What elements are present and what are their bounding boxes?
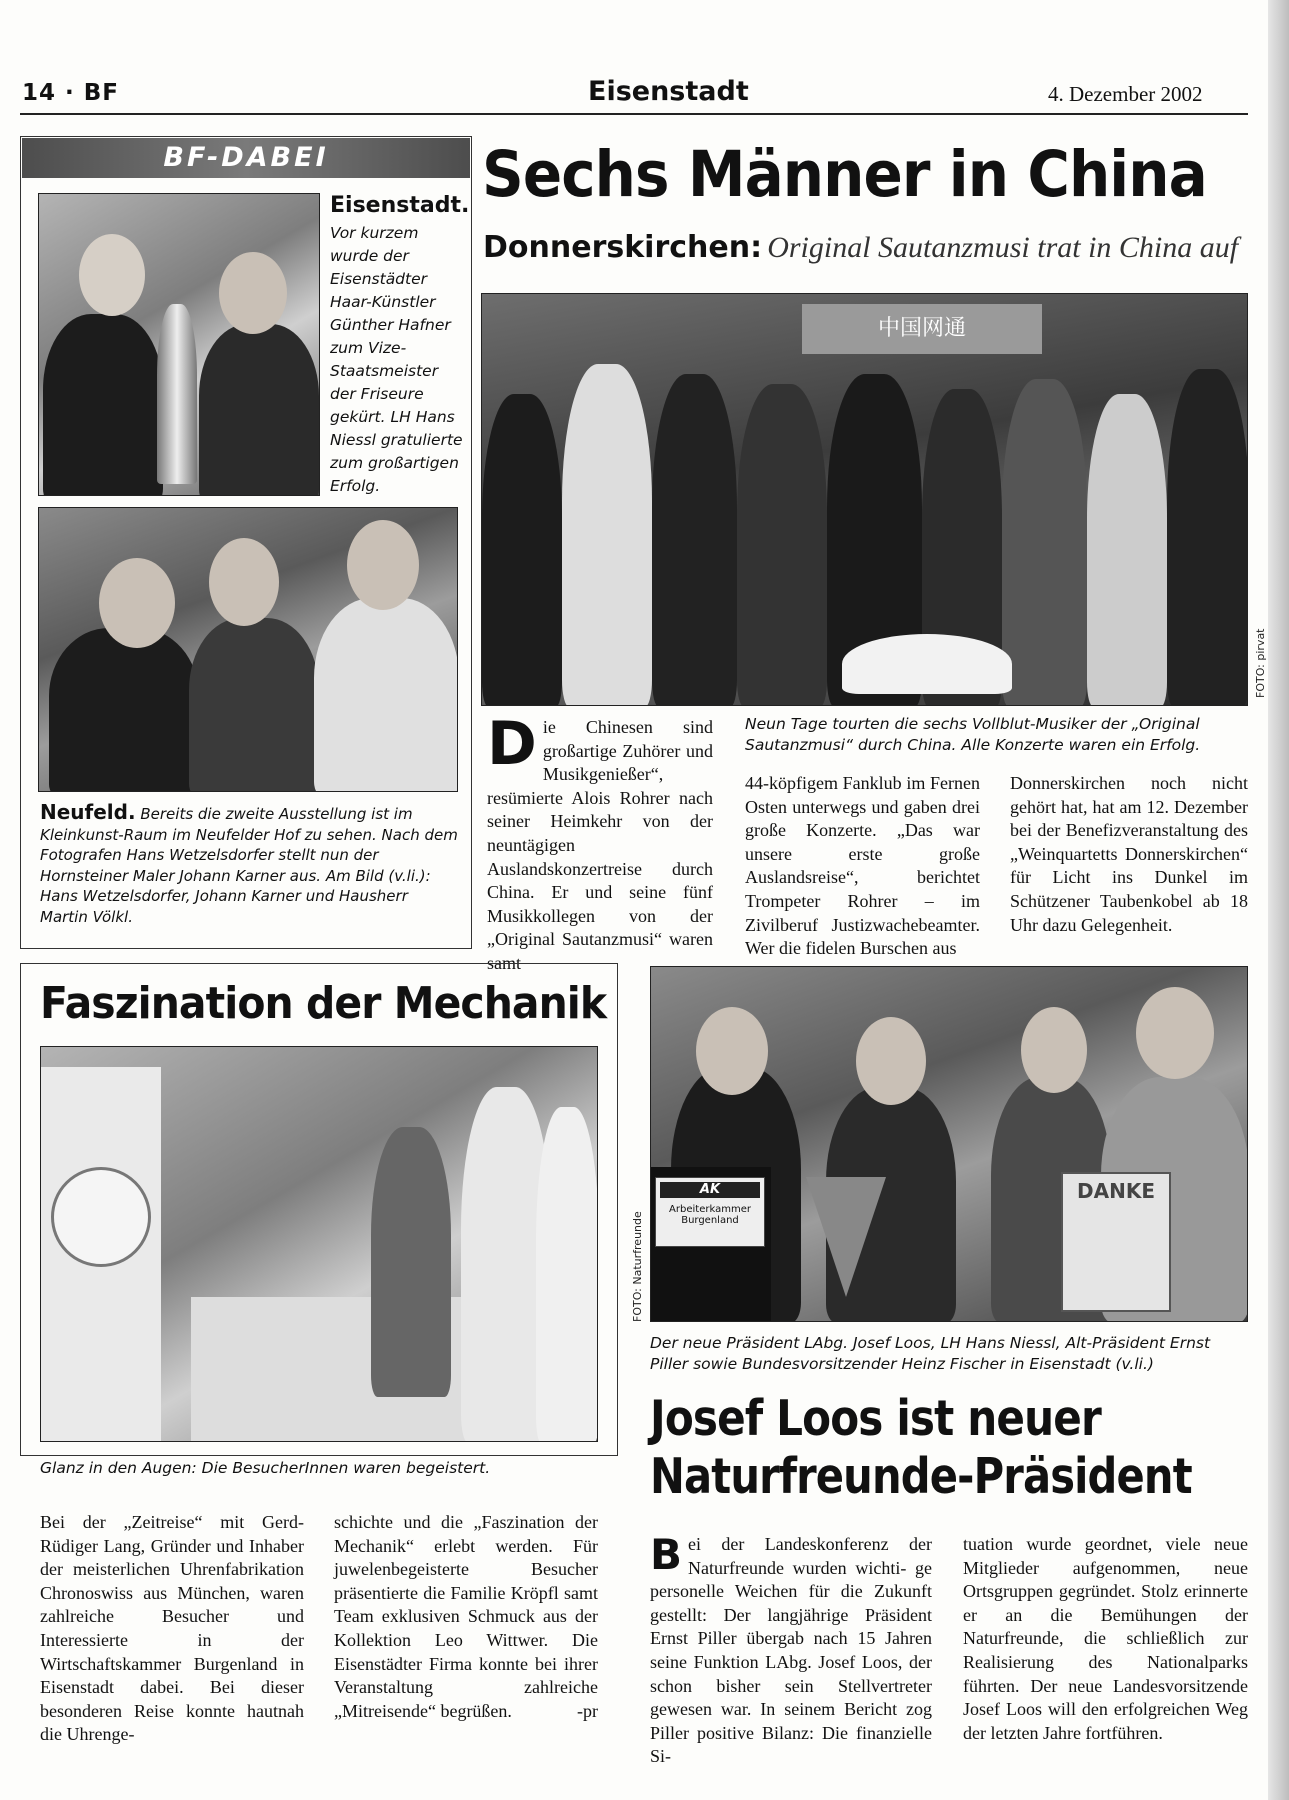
china-caption: Neun Tage tourten die sechs Vollblut-Musiker der „Original Sautanzmusi“ durch China. Alle Konzerte waren ein Erfolg.: [745, 715, 1201, 754]
naturfreunde-col1: [650, 1530, 932, 1769]
person-right: [199, 324, 319, 496]
neufeld-dateline: Neufeld.: [40, 800, 136, 824]
section-title: Eisenstadt: [588, 76, 749, 107]
person-niessl-head: [856, 1017, 926, 1105]
trophy: [157, 304, 197, 484]
china-col3: Donnerskirchen noch nicht gehört hat, hat am 12. Dezember bei der Benefizveranstaltung des „Weinquartetts Donnerskirchen“ für Licht ins Dunkel im Schützener Taubenkobel ab 18 Uhr dazu Gelegenheit.: [1010, 773, 1248, 935]
mechanik-signoff: -pr: [577, 1700, 598, 1721]
lectern-logo: AK: [660, 1182, 760, 1198]
visitor-1: [371, 1127, 451, 1397]
china-col2: 44-köpfigem Fanklub im Fernen Osten unterwegs und gaben drei große Konzerte. „Das war unsere erste große Auslandsreise“, berichtet Trompeter Rohrer – im Zivilberuf Justizwachebeamter. Wer die fidelen Burschen aus: [745, 773, 980, 959]
china-col1-lead: ie Chinesen sind großartige Zuhörer und Musikgenießer“,: [542, 717, 713, 785]
mechanik-col1: Bei der „Zeitreise“ mit Gerd-Rüdiger Lang, Gründer und Inhaber der meisterlichen Uhrenfabrikation Chronoswiss aus München, waren zahlreiche Besucher und Interessierte in der Wirtschaftskammer Burgenland in Eisenstadt dabei. Bei dieser besonderen Reise konnte hautnah die Uhrenge-: [40, 1512, 304, 1745]
person-karner-head: [209, 538, 279, 626]
person-voelkl-head: [347, 520, 419, 610]
musician-5: [1087, 394, 1167, 706]
person-wetzelsdorfer-head: [99, 558, 175, 648]
china-dropcap: D: [487, 709, 537, 779]
musician-1: [482, 394, 562, 706]
header-rule: [20, 113, 1248, 115]
person-fischer-head: [1136, 987, 1214, 1079]
pennant-flag: [806, 1177, 886, 1297]
china-col1-rest: resümierte Alois Rohrer nach seiner Heimkehr von der neuntägigen Auslandskonzertreise durch China. Er und seine fünf Musikkollegen von der „Original Sautanzmusi“ waren samt: [487, 787, 713, 973]
person-left-head: [79, 234, 145, 316]
bf-dabei-banner: [22, 138, 470, 178]
eisenstadt-text: Vor kurzem wurde der Eisenstädter Haar-Künstler Günther Hafner zum Vize-Staatsmeister der Friseure gekürt. LH Hans Niessl gratulierte zum großartigen Erfolg.: [330, 224, 463, 495]
danke-poster: [1061, 1172, 1171, 1312]
person-left: [43, 314, 163, 496]
neufeld-caption: [40, 802, 460, 928]
backdrop-text: 中国网通: [877, 316, 966, 341]
mechanik-col2-text: schichte und die „Faszination der Mechanik“ erlebt werden. Für juwelenbegeisterte Besucher präsentierte die Familie Kröpfl samt Team exklusiven Schmuck aus der Kollektion Leo Wittwer. Die Eisenstädter Firma konnte bei ihrer Veranstaltung zahlreiche „Mitreisende“ begrüßen.: [334, 1512, 598, 1721]
musician-2: [562, 364, 652, 706]
naturfreunde-dropcap: B: [650, 1530, 683, 1579]
musician-6: [1167, 369, 1248, 706]
musician-3: [652, 374, 737, 706]
guest-1: [737, 384, 827, 706]
china-subhead: Original Sautanzmusi trat in China auf: [767, 231, 1239, 264]
visitor-3: [536, 1107, 598, 1442]
person-wetzelsdorfer: [49, 628, 199, 792]
person-loos-head: [696, 1007, 768, 1095]
mechanik-col2: [334, 1511, 598, 1723]
person-voelkl: [314, 598, 458, 792]
china-headline: Sechs Männer in China: [482, 138, 1207, 211]
photo-watch-exhibition: [40, 1046, 598, 1442]
page-label: 14 · BF: [22, 80, 120, 106]
naturfreunde-headline-line2: Naturfreunde-Präsident: [650, 1448, 1192, 1505]
naturfreunde-col1-lead: ei der Landeskonferenz der Naturfreunde wurden wichti-: [688, 1534, 932, 1578]
lectern-sign: [655, 1177, 765, 1247]
china-photo-credit: FOTO: pirvat: [1254, 628, 1267, 698]
backdrop-banner: [802, 304, 1042, 354]
issue-date: 4. Dezember 2002: [1048, 82, 1203, 106]
eisenstadt-dateline: Eisenstadt.: [330, 193, 470, 218]
photo-neufeld-exhibition: [38, 507, 458, 792]
poster-text: DANKE: [1077, 1179, 1155, 1203]
lectern-sign-line1: Arbeiterkammer: [669, 1204, 751, 1215]
person-piller-head: [1021, 1007, 1087, 1093]
flower-arrangement: [842, 634, 1012, 694]
person-right-head: [219, 252, 287, 334]
naturfreunde-headline-line1: Josef Loos ist neuer: [650, 1390, 1101, 1447]
naturfreunde-photo-credit: FOTO: Naturfreunde: [631, 1211, 644, 1322]
china-kicker: Donnerskirchen:: [483, 230, 763, 265]
mechanik-caption: Glanz in den Augen: Die BesucherInnen waren begeistert.: [40, 1459, 491, 1477]
clock-face: [51, 1167, 151, 1267]
photo-hafner-niessl: [38, 193, 320, 496]
page-edge-shadow: [1268, 0, 1289, 1800]
naturfreunde-caption: Der neue Präsident LAbg. Josef Loos, LH Hans Niessl, Alt-Präsident Ernst Piller sowie Bundesvorsitzender Heinz Fischer in Eisenstadt (v.li.): [650, 1334, 1211, 1373]
lectern-sign-line2: Burgenland: [681, 1215, 739, 1226]
naturfreunde-col2: tuation wurde geordnet, viele neue Mitglieder aufgenommen, neue Ortsgruppen gegründet. Stolz erinnerte er an die Bemühungen der Naturfreunde, die schließlich zur Realisierung des Nationalparks führten. Der neue Landesvorsitzende Josef Loos will den erfolgreichen Weg der letzten Jahre fortführen.: [963, 1534, 1248, 1743]
musician-4: [1002, 379, 1087, 706]
china-subhead-line: [483, 230, 1238, 265]
neufeld-text: Bereits die zweite Ausstellung ist im Kleinkunst-Raum im Neufelder Hof zu sehen. Nach dem Fotografen Hans Wetzelsdorfer stellt nun der Hornsteiner Maler Johann Karner aus. Am Bild (v.li.): Hans Wetzelsdorfer, Johann Karner und Hausherr Martin Völkl.: [40, 805, 458, 926]
china-col1: [487, 709, 713, 976]
bf-dabei-title: BF-DABEI: [163, 142, 329, 173]
mechanik-headline: Faszination der Mechanik: [40, 978, 607, 1029]
photo-naturfreunde-leaders: [650, 966, 1248, 1322]
person-karner: [189, 618, 319, 792]
naturfreunde-col1-rest: ge personelle Weichen für die Zukunft gestellt: Der langjährige Präsident Ernst Piller übergab nach 15 Jahren seine Funktion LAbg. Josef Loos, der schon bisher sein Stellvertreter gewesen war. In seinem Bericht zog Piller positive Bilanz: Die finanzielle Si-: [650, 1557, 932, 1767]
photo-band-in-china: [481, 293, 1248, 706]
